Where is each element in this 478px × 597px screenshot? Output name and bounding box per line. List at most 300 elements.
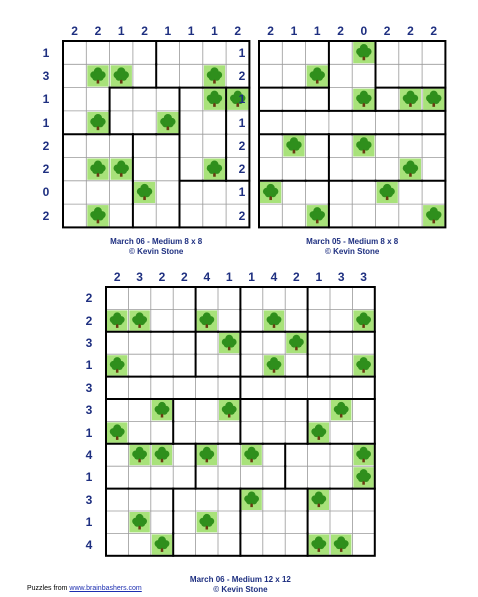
grid-cell[interactable] — [306, 111, 329, 134]
grid-cell[interactable] — [151, 511, 173, 533]
grid-cell[interactable] — [180, 204, 203, 227]
grid-cell[interactable] — [263, 466, 285, 488]
tree-icon — [152, 400, 172, 420]
puzzle-grid — [62, 40, 250, 228]
grid-cell[interactable] — [330, 511, 352, 533]
tree-icon — [241, 490, 261, 510]
grid-cell[interactable] — [306, 88, 329, 111]
grid-cell[interactable] — [240, 287, 262, 309]
grid-cell[interactable] — [330, 444, 352, 466]
grid-cell[interactable] — [203, 181, 226, 204]
grid-cell[interactable] — [330, 332, 352, 354]
grid-cell[interactable] — [128, 287, 150, 309]
grid-cell[interactable] — [128, 489, 150, 511]
grid-cell[interactable] — [180, 64, 203, 87]
grid-cell[interactable] — [106, 399, 128, 421]
grid-cell[interactable] — [263, 511, 285, 533]
grid-cell[interactable] — [352, 489, 374, 511]
puzzle-caption — [56, 237, 256, 257]
grid-cell[interactable] — [63, 204, 86, 227]
grid-cell[interactable] — [86, 41, 109, 64]
row-clue: 2 — [238, 208, 246, 223]
col-clue: 2 — [181, 270, 188, 284]
row-clue: 1 — [238, 115, 246, 130]
row-clue: 1 — [42, 115, 50, 130]
tree-icon — [219, 400, 239, 420]
grid-cell[interactable] — [106, 511, 128, 533]
grid-cell[interactable] — [180, 88, 203, 111]
grid-cell[interactable] — [173, 309, 195, 331]
grid-cell[interactable] — [308, 287, 330, 309]
row-clue: 1 — [85, 358, 93, 373]
grid-cell[interactable] — [285, 377, 307, 399]
grid-cell[interactable] — [128, 421, 150, 443]
grid-cell[interactable] — [151, 354, 173, 376]
tree-icon — [423, 205, 444, 226]
grid-cell[interactable] — [330, 489, 352, 511]
grid-cell[interactable] — [352, 111, 375, 134]
tree-icon — [204, 159, 225, 180]
col-clue: 1 — [313, 24, 321, 38]
grid-cell[interactable] — [352, 332, 374, 354]
grid-cell[interactable] — [259, 111, 282, 134]
caption-title: March 05 - Medium 8 x 8 — [306, 237, 399, 246]
grid-cell[interactable] — [106, 533, 128, 555]
grid-cell[interactable] — [308, 309, 330, 331]
grid-cell[interactable] — [422, 64, 445, 87]
grid-cell[interactable] — [128, 533, 150, 555]
tree-icon — [152, 445, 172, 465]
grid-cell[interactable] — [133, 134, 156, 157]
grid-cell[interactable] — [282, 204, 305, 227]
grid-cell[interactable] — [308, 444, 330, 466]
tree-icon — [152, 534, 172, 554]
grid-cell[interactable] — [329, 181, 352, 204]
tree-icon — [283, 135, 304, 156]
grid-cell[interactable] — [306, 134, 329, 157]
row-clue: 1 — [85, 515, 93, 530]
row-clue: 3 — [42, 68, 50, 83]
grid-cell[interactable] — [156, 64, 179, 87]
grid-cell[interactable] — [263, 332, 285, 354]
caption-title: March 06 - Medium 12 x 12 — [189, 575, 291, 584]
row-clue: 3 — [85, 336, 93, 350]
tree-icon — [307, 65, 328, 86]
grid-cell[interactable] — [128, 466, 150, 488]
grid-cell[interactable] — [422, 111, 445, 134]
grid-cell[interactable] — [330, 377, 352, 399]
grid-cell[interactable] — [180, 111, 203, 134]
grid-cell[interactable] — [422, 181, 445, 204]
grid-cell[interactable] — [180, 158, 203, 181]
grid-cell[interactable] — [263, 421, 285, 443]
grid-cell[interactable] — [285, 466, 307, 488]
col-clue: 2 — [407, 24, 414, 38]
grid-cell[interactable] — [376, 88, 399, 111]
col-clue: 1 — [211, 24, 218, 38]
grid-cell[interactable] — [352, 377, 374, 399]
grid-cell[interactable] — [240, 332, 262, 354]
grid-cell[interactable] — [330, 287, 352, 309]
puzzle-caption — [140, 575, 340, 595]
grid-cell[interactable] — [376, 134, 399, 157]
col-clue: 1 — [187, 24, 195, 38]
grid-cell[interactable] — [240, 399, 262, 421]
row-clue: 1 — [42, 92, 50, 107]
grid-cell[interactable] — [330, 466, 352, 488]
grid-cell[interactable] — [329, 134, 352, 157]
grid-cell[interactable] — [63, 64, 86, 87]
grid-cell[interactable] — [151, 489, 173, 511]
grid-cell[interactable] — [133, 111, 156, 134]
col-clue: 2 — [383, 24, 391, 38]
grid-cell[interactable] — [352, 287, 374, 309]
tree-icon — [353, 310, 373, 330]
col-clue: 2 — [94, 24, 102, 38]
grid-cell[interactable] — [86, 134, 109, 157]
tree-icon — [241, 445, 261, 465]
grid-cell[interactable] — [173, 444, 195, 466]
grid-cell[interactable] — [282, 64, 305, 87]
grid-cell[interactable] — [399, 181, 422, 204]
grid-cell[interactable] — [285, 511, 307, 533]
grid-cell[interactable] — [399, 41, 422, 64]
caption-title: March 06 - Medium 8 x 8 — [110, 237, 203, 246]
grid-cell[interactable] — [240, 511, 262, 533]
grid-cell[interactable] — [259, 64, 282, 87]
grid-cell[interactable] — [352, 158, 375, 181]
grid-cell[interactable] — [173, 489, 195, 511]
tree-icon — [309, 534, 329, 554]
grid-cell[interactable] — [330, 309, 352, 331]
grid-cell[interactable] — [106, 377, 128, 399]
grid-cell[interactable] — [285, 399, 307, 421]
grid-cell[interactable] — [352, 421, 374, 443]
tree-icon — [331, 400, 351, 420]
grid-cell[interactable] — [285, 421, 307, 443]
grid-cell[interactable] — [240, 354, 262, 376]
grid-cell[interactable] — [308, 354, 330, 376]
grid-cell[interactable] — [63, 181, 86, 204]
grid-cell[interactable] — [422, 134, 445, 157]
grid-cell[interactable] — [196, 466, 218, 488]
tree-icon — [400, 89, 421, 110]
grid-cell[interactable] — [63, 88, 86, 111]
col-clue: 2 — [293, 270, 300, 284]
grid-cell[interactable] — [173, 354, 195, 376]
tree-icon — [197, 445, 217, 465]
grid-cell[interactable] — [240, 421, 262, 443]
grid-cell[interactable] — [196, 287, 218, 309]
tree-icon — [107, 310, 127, 330]
grid-cell[interactable] — [263, 377, 285, 399]
grid-cell[interactable] — [128, 332, 150, 354]
grid-cell[interactable] — [106, 332, 128, 354]
grid-cell[interactable] — [133, 88, 156, 111]
row-clue: 1 — [42, 45, 50, 60]
tree-icon — [129, 445, 149, 465]
grid-cell[interactable] — [282, 88, 305, 111]
grid-cell[interactable] — [133, 64, 156, 87]
grid-cell[interactable] — [110, 134, 133, 157]
tree-icon — [264, 355, 284, 375]
grid-cell[interactable] — [218, 377, 240, 399]
tree-icon — [111, 65, 132, 86]
footer-link[interactable]: www.brainbashers.com — [69, 585, 142, 592]
grid-cell[interactable] — [128, 399, 150, 421]
grid-cell[interactable] — [151, 332, 173, 354]
caption-author: © Kevin Stone — [129, 247, 184, 256]
grid-cell[interactable] — [173, 511, 195, 533]
row-clue: 2 — [42, 162, 50, 177]
grid-cell[interactable] — [156, 204, 179, 227]
grid-cell[interactable] — [306, 41, 329, 64]
grid-cell[interactable] — [173, 399, 195, 421]
grid-cell[interactable] — [329, 204, 352, 227]
tree-icon — [204, 65, 225, 86]
grid-cell[interactable] — [63, 41, 86, 64]
grid-cell[interactable] — [376, 204, 399, 227]
grid-cell[interactable] — [285, 354, 307, 376]
grid-cell[interactable] — [308, 466, 330, 488]
grid-cell[interactable] — [240, 377, 262, 399]
grid-cell[interactable] — [173, 466, 195, 488]
grid-cell[interactable] — [173, 421, 195, 443]
tree-icon — [309, 490, 329, 510]
col-clue: 2 — [337, 24, 344, 38]
col-clue: 2 — [141, 24, 148, 38]
col-clue: 2 — [267, 24, 274, 38]
grid-cell[interactable] — [196, 421, 218, 443]
grid-cell[interactable] — [259, 158, 282, 181]
row-clue: 2 — [85, 313, 93, 328]
grid-cell[interactable] — [376, 41, 399, 64]
grid-cell[interactable] — [156, 41, 179, 64]
grid-cell[interactable] — [106, 287, 128, 309]
grid-cell[interactable] — [196, 489, 218, 511]
tree-icon — [111, 159, 132, 180]
grid-cell[interactable] — [282, 181, 305, 204]
grid-cell[interactable] — [218, 489, 240, 511]
col-clue: 1 — [164, 24, 172, 38]
tree-icon — [197, 512, 217, 532]
grid-cell[interactable] — [329, 88, 352, 111]
grid-cell[interactable] — [196, 354, 218, 376]
grid-cell[interactable] — [203, 111, 226, 134]
grid-cell[interactable] — [330, 354, 352, 376]
tree-icon — [87, 112, 108, 133]
grid-cell[interactable] — [203, 41, 226, 64]
grid-cell[interactable] — [180, 41, 203, 64]
tree-icon — [87, 65, 108, 86]
grid-cell[interactable] — [196, 533, 218, 555]
grid-cell[interactable] — [173, 533, 195, 555]
grid-cell[interactable] — [399, 64, 422, 87]
tree-icon — [204, 89, 225, 110]
caption-author: © Kevin Stone — [213, 585, 268, 594]
tree-icon — [197, 310, 217, 330]
grid-cell[interactable] — [180, 134, 203, 157]
grid-cell[interactable] — [106, 489, 128, 511]
row-clue: 4 — [85, 537, 93, 552]
grid-cell[interactable] — [308, 332, 330, 354]
grid-cell[interactable] — [151, 466, 173, 488]
grid-cell[interactable] — [218, 287, 240, 309]
grid-cell[interactable] — [259, 204, 282, 227]
grid-cell[interactable] — [329, 111, 352, 134]
tree-icon — [353, 445, 373, 465]
grid-cell[interactable] — [196, 377, 218, 399]
grid-cell[interactable] — [285, 489, 307, 511]
grid-cell[interactable] — [263, 287, 285, 309]
grid-cell[interactable] — [376, 64, 399, 87]
grid-cell[interactable] — [259, 134, 282, 157]
grid-cell[interactable] — [376, 111, 399, 134]
grid-cell[interactable] — [352, 511, 374, 533]
grid-cell[interactable] — [282, 41, 305, 64]
row-clue: 2 — [42, 208, 50, 223]
grid-cell[interactable] — [352, 399, 374, 421]
grid-cell[interactable] — [306, 158, 329, 181]
grid-cell[interactable] — [173, 332, 195, 354]
grid-cell[interactable] — [285, 309, 307, 331]
grid-cell[interactable] — [110, 181, 133, 204]
grid-cell[interactable] — [240, 309, 262, 331]
tree-icon — [107, 422, 127, 442]
grid-cell[interactable] — [399, 134, 422, 157]
grid-cell[interactable] — [110, 41, 133, 64]
col-clue: 1 — [248, 270, 255, 284]
grid-cell[interactable] — [156, 134, 179, 157]
grid-cell[interactable] — [106, 444, 128, 466]
grid-cell[interactable] — [203, 204, 226, 227]
row-clue: 2 — [42, 138, 50, 153]
row-clue: 1 — [85, 470, 93, 485]
col-clue: 2 — [234, 24, 242, 38]
row-clue: 3 — [85, 403, 93, 418]
grid-cell[interactable] — [86, 181, 109, 204]
tree-icon — [400, 159, 421, 180]
grid-cell[interactable] — [422, 41, 445, 64]
tree-icon — [423, 89, 444, 110]
grid-cell[interactable] — [156, 88, 179, 111]
grid-cell[interactable] — [263, 489, 285, 511]
grid-cell[interactable] — [263, 444, 285, 466]
grid-cell[interactable] — [285, 444, 307, 466]
grid-cell[interactable] — [180, 181, 203, 204]
tree-icon — [377, 182, 398, 203]
row-clue: 2 — [238, 68, 246, 83]
grid-cell[interactable] — [282, 111, 305, 134]
grid-cell[interactable] — [128, 377, 150, 399]
grid-cell[interactable] — [106, 466, 128, 488]
row-clue: 2 — [238, 162, 246, 177]
tree-icon — [129, 512, 149, 532]
grid-cell[interactable] — [218, 466, 240, 488]
grid-cell[interactable] — [329, 41, 352, 64]
grid-cell[interactable] — [218, 309, 240, 331]
grid-cell[interactable] — [218, 511, 240, 533]
tree-icon — [129, 310, 149, 330]
row-clue: 0 — [42, 185, 50, 200]
grid-cell[interactable] — [156, 158, 179, 181]
grid-cell[interactable] — [308, 511, 330, 533]
grid-cell[interactable] — [203, 134, 226, 157]
grid-cell[interactable] — [259, 41, 282, 64]
col-clue: 4 — [270, 270, 278, 284]
grid-cell[interactable] — [282, 158, 305, 181]
grid-cell[interactable] — [151, 377, 173, 399]
grid-cell[interactable] — [329, 64, 352, 87]
grid-cell[interactable] — [63, 134, 86, 157]
grid-cell[interactable] — [156, 181, 179, 204]
grid-cell[interactable] — [218, 354, 240, 376]
col-clue: 3 — [360, 270, 367, 284]
tree-icon — [219, 333, 239, 353]
row-clue: 2 — [85, 291, 93, 306]
grid-cell[interactable] — [218, 444, 240, 466]
grid-cell[interactable] — [151, 421, 173, 443]
grid-cell[interactable] — [151, 309, 173, 331]
grid-cell[interactable] — [352, 181, 375, 204]
tree-icon — [331, 534, 351, 554]
grid-cell[interactable] — [352, 64, 375, 87]
grid-cell[interactable] — [285, 287, 307, 309]
grid-cell[interactable] — [110, 88, 133, 111]
grid-cell[interactable] — [263, 399, 285, 421]
grid-cell[interactable] — [285, 533, 307, 555]
grid-cell[interactable] — [352, 533, 374, 555]
grid-cell[interactable] — [133, 204, 156, 227]
grid-cell[interactable] — [196, 399, 218, 421]
grid-cell[interactable] — [422, 158, 445, 181]
grid-cell[interactable] — [263, 533, 285, 555]
footer-prefix: Puzzles from — [27, 585, 70, 592]
grid-cell[interactable] — [259, 88, 282, 111]
grid-cell[interactable] — [133, 158, 156, 181]
col-clue: 1 — [315, 270, 323, 284]
grid-cell[interactable] — [63, 158, 86, 181]
grid-cell[interactable] — [399, 111, 422, 134]
grid-cell[interactable] — [128, 354, 150, 376]
grid-cell[interactable] — [110, 111, 133, 134]
grid-cell[interactable] — [63, 111, 86, 134]
grid-cell[interactable] — [329, 158, 352, 181]
grid-cell[interactable] — [330, 421, 352, 443]
grid-cell[interactable] — [218, 421, 240, 443]
grid-cell[interactable] — [306, 181, 329, 204]
grid-cell[interactable] — [151, 287, 173, 309]
grid-cell[interactable] — [240, 533, 262, 555]
grid-cell[interactable] — [218, 533, 240, 555]
grid-cell[interactable] — [86, 88, 109, 111]
caption-author: © Kevin Stone — [325, 247, 380, 256]
grid-cell[interactable] — [399, 204, 422, 227]
grid-cell[interactable] — [352, 204, 375, 227]
grid-cell[interactable] — [110, 204, 133, 227]
grid-cell[interactable] — [376, 158, 399, 181]
grid-cell[interactable] — [133, 41, 156, 64]
puzzle-caption — [252, 237, 452, 257]
grid-cell[interactable] — [308, 399, 330, 421]
row-clue: 3 — [85, 380, 93, 395]
grid-cell[interactable] — [240, 466, 262, 488]
grid-cell[interactable] — [173, 377, 195, 399]
grid-cell[interactable] — [196, 332, 218, 354]
grid-cell[interactable] — [308, 377, 330, 399]
grid-cell[interactable] — [173, 287, 195, 309]
tree-icon — [264, 310, 284, 330]
